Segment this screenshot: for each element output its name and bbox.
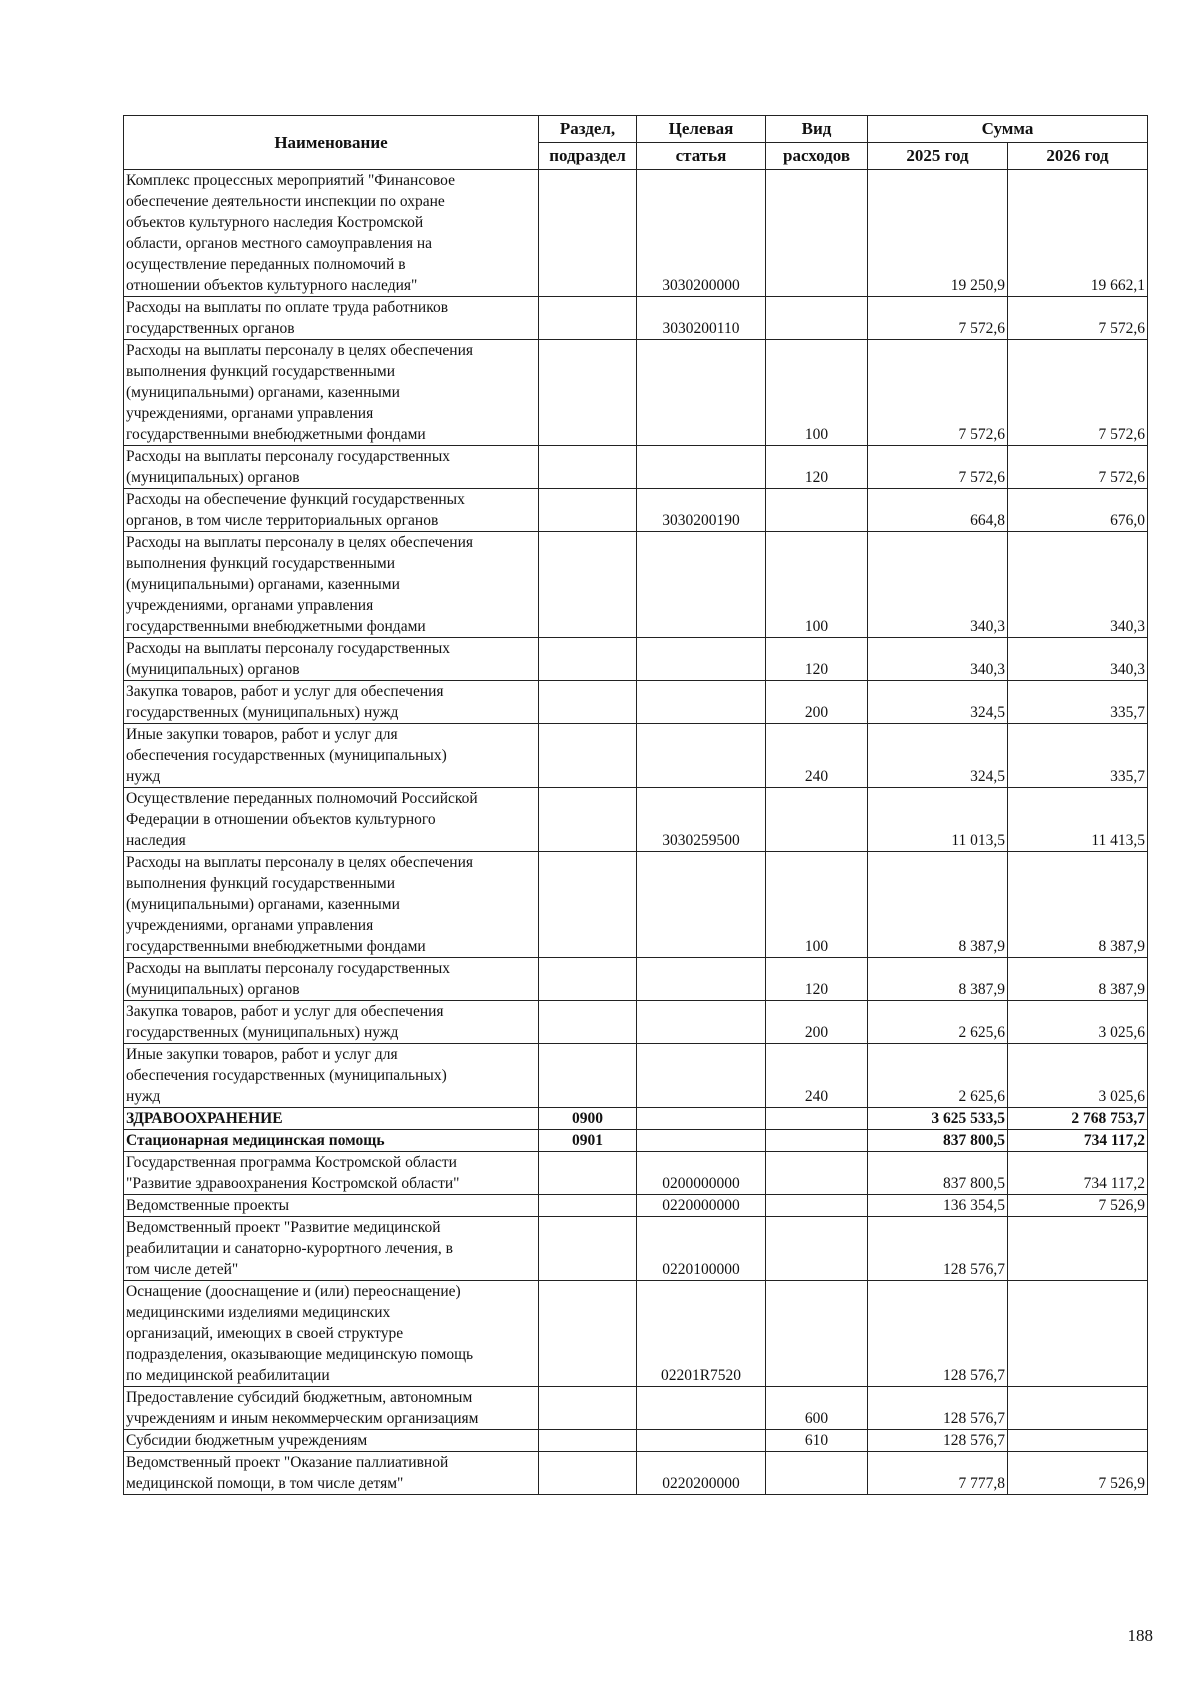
cell-name: Расходы на выплаты по оплате труда работников государственных органов — [124, 297, 539, 340]
cell-section — [539, 170, 637, 297]
cell-section: 0901 — [539, 1130, 637, 1152]
table-row — [124, 788, 1148, 852]
cell-expense-type: 100 — [766, 532, 868, 638]
cell-name: Иные закупки товаров, работ и услуг для обеспечения государственных (муниципальных) нужд — [124, 724, 539, 788]
cell-name: Ведомственный проект "Оказание паллиативной медицинской помощи, в том числе детям" — [124, 1452, 539, 1495]
header-target-top: Целевая — [637, 116, 766, 143]
cell-section — [539, 958, 637, 1001]
table-body — [124, 170, 1148, 1495]
cell-sum-2025: 837 800,5 — [868, 1152, 1008, 1195]
cell-name: Расходы на выплаты персоналу в целях обеспечения выполнения функций государственными (муниципальными) органами, казенными учреждениями, органами управления государственными внебюджетными фондами — [124, 532, 539, 638]
cell-target-article — [637, 1430, 766, 1452]
header-type-bottom: расходов — [766, 143, 868, 170]
cell-sum-2025: 7 777,8 — [868, 1452, 1008, 1495]
table-row — [124, 1281, 1148, 1387]
cell-name: Государственная программа Костромской области "Развитие здравоохранения Костромской области" — [124, 1152, 539, 1195]
cell-sum-2026 — [1008, 1430, 1148, 1452]
table-row — [124, 1108, 1148, 1130]
cell-expense-type: 610 — [766, 1430, 868, 1452]
table-row — [124, 681, 1148, 724]
cell-expense-type — [766, 1130, 868, 1152]
cell-target-article — [637, 724, 766, 788]
header-year-2025: 2025 год — [868, 143, 1008, 170]
cell-sum-2026: 7 572,6 — [1008, 446, 1148, 489]
cell-sum-2026 — [1008, 1281, 1148, 1387]
table-row — [124, 724, 1148, 788]
cell-sum-2026: 8 387,9 — [1008, 958, 1148, 1001]
table-row — [124, 1430, 1148, 1452]
cell-sum-2025: 7 572,6 — [868, 446, 1008, 489]
cell-sum-2025: 2 625,6 — [868, 1044, 1008, 1108]
cell-sum-2025: 340,3 — [868, 532, 1008, 638]
cell-target-article — [637, 1108, 766, 1130]
cell-sum-2025: 128 576,7 — [868, 1387, 1008, 1430]
cell-section — [539, 681, 637, 724]
cell-expense-type: 240 — [766, 1044, 868, 1108]
cell-name: Расходы на выплаты персоналу государственных (муниципальных) органов — [124, 958, 539, 1001]
cell-expense-type — [766, 170, 868, 297]
cell-expense-type: 100 — [766, 340, 868, 446]
cell-target-article: 3030259500 — [637, 788, 766, 852]
cell-sum-2026: 7 526,9 — [1008, 1452, 1148, 1495]
table-row — [124, 852, 1148, 958]
cell-target-article: 3030200000 — [637, 170, 766, 297]
table-row — [124, 1130, 1148, 1152]
cell-expense-type: 100 — [766, 852, 868, 958]
cell-expense-type — [766, 489, 868, 532]
cell-name: Ведомственный проект "Развитие медицинской реабилитации и санаторно-курортного лечения, в том числе детей" — [124, 1217, 539, 1281]
cell-target-article — [637, 852, 766, 958]
cell-expense-type: 120 — [766, 638, 868, 681]
table-row — [124, 170, 1148, 297]
cell-target-article: 0220100000 — [637, 1217, 766, 1281]
cell-sum-2025: 8 387,9 — [868, 852, 1008, 958]
cell-target-article — [637, 958, 766, 1001]
table-row — [124, 638, 1148, 681]
table-row — [124, 532, 1148, 638]
cell-expense-type — [766, 1152, 868, 1195]
cell-expense-type: 200 — [766, 1001, 868, 1044]
cell-name: Стационарная медицинская помощь — [124, 1130, 539, 1152]
cell-target-article: 0220200000 — [637, 1452, 766, 1495]
cell-sum-2025: 128 576,7 — [868, 1281, 1008, 1387]
cell-sum-2026: 11 413,5 — [1008, 788, 1148, 852]
cell-section — [539, 1217, 637, 1281]
cell-name: Расходы на выплаты персоналу государственных (муниципальных) органов — [124, 638, 539, 681]
table-row — [124, 1152, 1148, 1195]
cell-name: Оснащение (дооснащение и (или) переоснащение) медицинскими изделиями медицинских организаций, имеющих в своей структуре подразделения, оказывающие медицинскую помощь по медицинской реабилитации — [124, 1281, 539, 1387]
cell-sum-2025: 19 250,9 — [868, 170, 1008, 297]
cell-section — [539, 297, 637, 340]
cell-sum-2025: 7 572,6 — [868, 340, 1008, 446]
cell-sum-2025: 7 572,6 — [868, 297, 1008, 340]
cell-sum-2025: 11 013,5 — [868, 788, 1008, 852]
table-row — [124, 958, 1148, 1001]
table-row — [124, 1387, 1148, 1430]
cell-sum-2026: 734 117,2 — [1008, 1130, 1148, 1152]
cell-target-article — [637, 681, 766, 724]
cell-expense-type — [766, 1217, 868, 1281]
cell-sum-2026: 19 662,1 — [1008, 170, 1148, 297]
cell-target-article — [637, 532, 766, 638]
header-sum: Сумма — [868, 116, 1148, 143]
cell-sum-2025: 128 576,7 — [868, 1430, 1008, 1452]
cell-name: Субсидии бюджетным учреждениям — [124, 1430, 539, 1452]
cell-sum-2026: 335,7 — [1008, 681, 1148, 724]
cell-target-article: 02201R7520 — [637, 1281, 766, 1387]
cell-sum-2025: 340,3 — [868, 638, 1008, 681]
cell-sum-2026: 340,3 — [1008, 532, 1148, 638]
cell-sum-2025: 8 387,9 — [868, 958, 1008, 1001]
cell-sum-2025: 136 354,5 — [868, 1195, 1008, 1217]
cell-section — [539, 1001, 637, 1044]
cell-section — [539, 788, 637, 852]
page-number: 188 — [1127, 1626, 1153, 1645]
cell-target-article — [637, 1387, 766, 1430]
cell-expense-type — [766, 1281, 868, 1387]
cell-sum-2025: 2 625,6 — [868, 1001, 1008, 1044]
cell-sum-2026: 734 117,2 — [1008, 1152, 1148, 1195]
table-row — [124, 340, 1148, 446]
cell-section — [539, 446, 637, 489]
table-header — [124, 116, 1148, 170]
cell-name: Комплекс процессных мероприятий "Финансовое обеспечение деятельности инспекции по охране объектов культурного наследия Костромской области, органов местного самоуправления на осуществление переданных полномочий в отношении объектов культурного наследия" — [124, 170, 539, 297]
cell-name: Закупка товаров, работ и услуг для обеспечения государственных (муниципальных) нужд — [124, 1001, 539, 1044]
table-row — [124, 1195, 1148, 1217]
cell-name: Предоставление субсидий бюджетным, автономным учреждениям и иным некоммерческим организациям — [124, 1387, 539, 1430]
cell-section — [539, 1281, 637, 1387]
cell-section — [539, 1387, 637, 1430]
cell-name: Осуществление переданных полномочий Российской Федерации в отношении объектов культурного наследия — [124, 788, 539, 852]
cell-sum-2026: 3 025,6 — [1008, 1044, 1148, 1108]
cell-sum-2026: 676,0 — [1008, 489, 1148, 532]
cell-section — [539, 532, 637, 638]
cell-name: Иные закупки товаров, работ и услуг для обеспечения государственных (муниципальных) нужд — [124, 1044, 539, 1108]
header-name: Наименование — [124, 116, 539, 170]
cell-expense-type: 200 — [766, 681, 868, 724]
cell-section — [539, 1452, 637, 1495]
cell-expense-type: 120 — [766, 958, 868, 1001]
cell-name: Ведомственные проекты — [124, 1195, 539, 1217]
cell-section — [539, 724, 637, 788]
cell-section — [539, 1152, 637, 1195]
table-row — [124, 1044, 1148, 1108]
cell-sum-2025: 128 576,7 — [868, 1217, 1008, 1281]
cell-sum-2025: 664,8 — [868, 489, 1008, 532]
cell-section: 0900 — [539, 1108, 637, 1130]
cell-expense-type — [766, 1452, 868, 1495]
header-type-top: Вид — [766, 116, 868, 143]
cell-section — [539, 340, 637, 446]
cell-expense-type: 240 — [766, 724, 868, 788]
table-row — [124, 1217, 1148, 1281]
cell-expense-type — [766, 1108, 868, 1130]
cell-name: Расходы на выплаты персоналу в целях обеспечения выполнения функций государственными (муниципальными) органами, казенными учреждениями, органами управления государственными внебюджетными фондами — [124, 852, 539, 958]
cell-target-article — [637, 638, 766, 681]
cell-sum-2026: 7 572,6 — [1008, 340, 1148, 446]
cell-sum-2026: 8 387,9 — [1008, 852, 1148, 958]
cell-sum-2026: 7 572,6 — [1008, 297, 1148, 340]
cell-sum-2026: 2 768 753,7 — [1008, 1108, 1148, 1130]
header-section-top: Раздел, — [539, 116, 637, 143]
header-section-bottom: подраздел — [539, 143, 637, 170]
cell-sum-2026 — [1008, 1387, 1148, 1430]
budget-table — [123, 115, 1148, 1495]
cell-expense-type — [766, 297, 868, 340]
cell-section — [539, 1044, 637, 1108]
cell-expense-type: 600 — [766, 1387, 868, 1430]
cell-section — [539, 852, 637, 958]
cell-section — [539, 489, 637, 532]
cell-name: Расходы на выплаты персоналу в целях обеспечения выполнения функций государственными (муниципальными) органами, казенными учреждениями, органами управления государственными внебюджетными фондами — [124, 340, 539, 446]
table-row — [124, 489, 1148, 532]
table-row — [124, 1452, 1148, 1495]
header-year-2026: 2026 год — [1008, 143, 1148, 170]
cell-target-article — [637, 1044, 766, 1108]
cell-name: ЗДРАВООХРАНЕНИЕ — [124, 1108, 539, 1130]
cell-name: Расходы на выплаты персоналу государственных (муниципальных) органов — [124, 446, 539, 489]
table-row — [124, 446, 1148, 489]
cell-sum-2025: 837 800,5 — [868, 1130, 1008, 1152]
cell-target-article: 0220000000 — [637, 1195, 766, 1217]
cell-sum-2026: 340,3 — [1008, 638, 1148, 681]
cell-expense-type — [766, 788, 868, 852]
cell-sum-2025: 324,5 — [868, 681, 1008, 724]
cell-name: Расходы на обеспечение функций государственных органов, в том числе территориальных органов — [124, 489, 539, 532]
cell-sum-2025: 324,5 — [868, 724, 1008, 788]
cell-expense-type — [766, 1195, 868, 1217]
cell-section — [539, 1430, 637, 1452]
cell-sum-2026: 335,7 — [1008, 724, 1148, 788]
cell-sum-2026 — [1008, 1217, 1148, 1281]
cell-target-article: 3030200190 — [637, 489, 766, 532]
cell-target-article: 3030200110 — [637, 297, 766, 340]
cell-target-article — [637, 1130, 766, 1152]
cell-expense-type: 120 — [766, 446, 868, 489]
table-row — [124, 297, 1148, 340]
cell-section — [539, 1195, 637, 1217]
cell-target-article — [637, 340, 766, 446]
cell-sum-2026: 7 526,9 — [1008, 1195, 1148, 1217]
cell-target-article: 0200000000 — [637, 1152, 766, 1195]
table-row — [124, 1001, 1148, 1044]
cell-sum-2026: 3 025,6 — [1008, 1001, 1148, 1044]
header-target-bottom: статья — [637, 143, 766, 170]
cell-target-article — [637, 446, 766, 489]
cell-sum-2025: 3 625 533,5 — [868, 1108, 1008, 1130]
cell-target-article — [637, 1001, 766, 1044]
cell-section — [539, 638, 637, 681]
cell-name: Закупка товаров, работ и услуг для обеспечения государственных (муниципальных) нужд — [124, 681, 539, 724]
